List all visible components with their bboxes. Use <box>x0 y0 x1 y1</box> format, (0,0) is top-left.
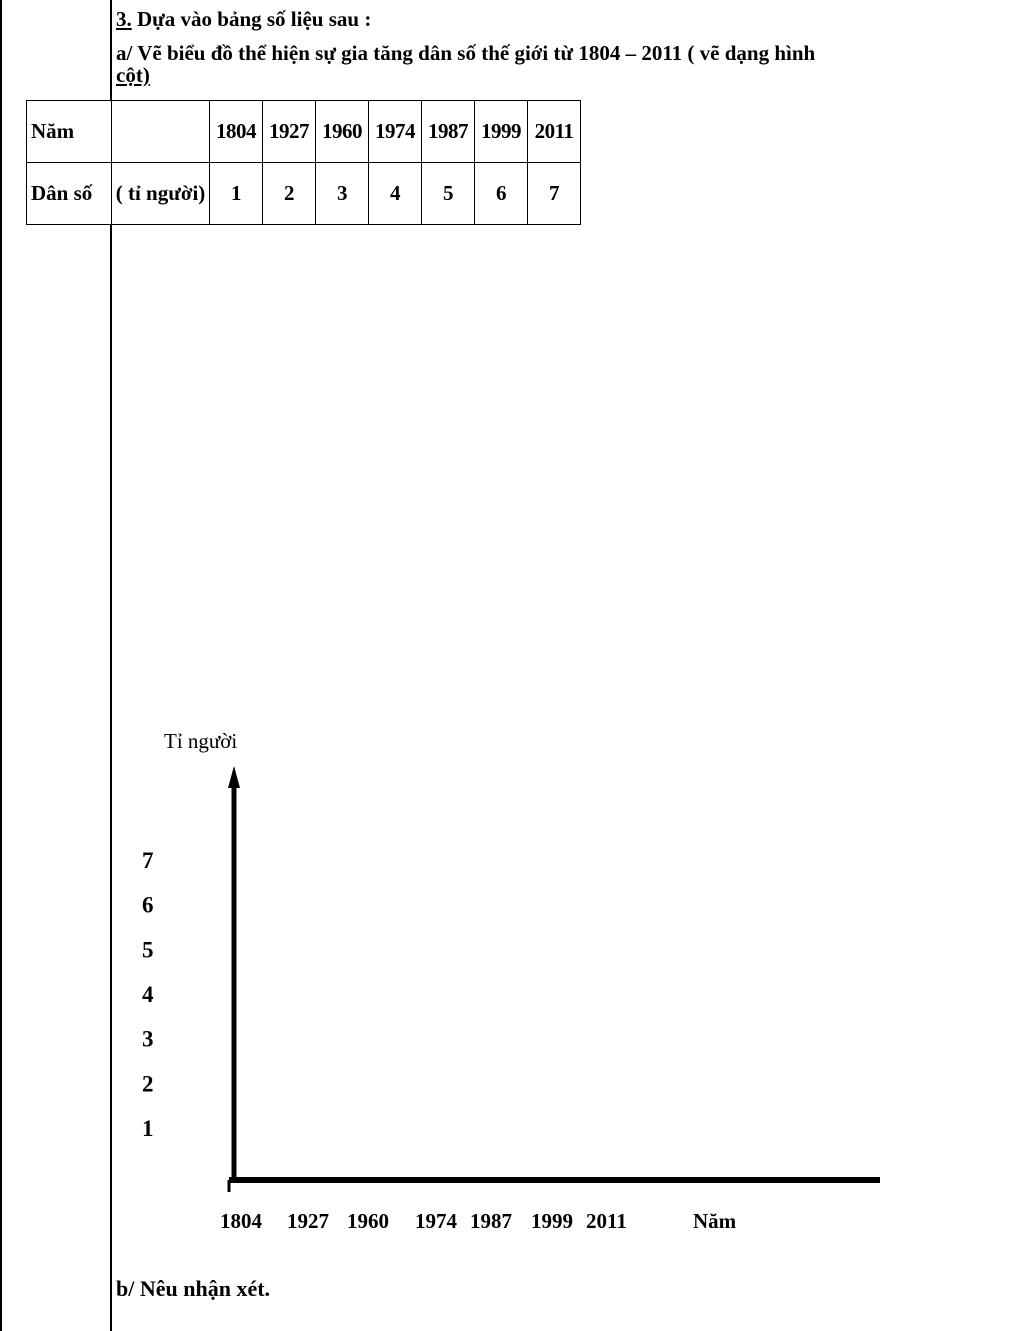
instruction-line-2: cột) <box>116 63 150 87</box>
y-axis-label: Tỉ người <box>164 729 238 753</box>
y-tick-label: 4 <box>142 982 154 1007</box>
population-cell: 7 <box>528 163 581 225</box>
part-b-prompt: b/ Nêu nhận xét. <box>116 1276 271 1301</box>
population-cell: 5 <box>422 163 475 225</box>
population-cell: 4 <box>369 163 422 225</box>
population-cell: 2 <box>263 163 316 225</box>
population-cell: 3 <box>316 163 369 225</box>
y-tick-labels <box>142 848 154 1141</box>
population-cell: 6 <box>475 163 528 225</box>
year-cell: 2011 <box>528 101 581 163</box>
y-axis-arrow <box>228 766 240 788</box>
row-label-year: Năm <box>27 101 112 163</box>
x-tick-label: 1987 <box>470 1209 512 1233</box>
y-tick-label: 1 <box>142 1116 154 1141</box>
x-tick-labels <box>220 1209 627 1233</box>
x-tick-label: 2011 <box>586 1209 627 1233</box>
year-cell: 1927 <box>263 101 316 163</box>
year-cell: 1804 <box>210 101 263 163</box>
year-cell: 1999 <box>475 101 528 163</box>
year-cell: 1960 <box>316 101 369 163</box>
population-cell: 1 <box>210 163 263 225</box>
y-tick-label: 7 <box>142 848 154 873</box>
question-number: 3. <box>116 7 132 31</box>
x-tick-label: 1927 <box>287 1209 329 1233</box>
row-label-unit: ( tỉ người) <box>112 163 210 225</box>
x-tick-label: 1960 <box>347 1209 389 1233</box>
year-cell: 1974 <box>369 101 422 163</box>
instruction-line-1: a/ Vẽ biểu đồ thể hiện sự gia tăng dân số thế giới từ 1804 – 2011 ( vẽ dạng hình <box>116 41 816 65</box>
row-label-population: Dân số <box>27 163 112 225</box>
y-tick-label: 5 <box>142 937 154 963</box>
x-tick-label: 1999 <box>531 1209 573 1233</box>
x-axis-label: Năm <box>693 1209 737 1233</box>
x-tick-label: 1804 <box>220 1209 262 1233</box>
y-tick-label: 3 <box>142 1026 154 1052</box>
x-tick-label: 1974 <box>415 1209 457 1233</box>
y-tick-label: 6 <box>142 892 154 918</box>
question-title: Dựa vào bảng số liệu sau : <box>137 7 372 31</box>
y-tick-label: 2 <box>142 1071 154 1097</box>
year-cell: 1987 <box>422 101 475 163</box>
